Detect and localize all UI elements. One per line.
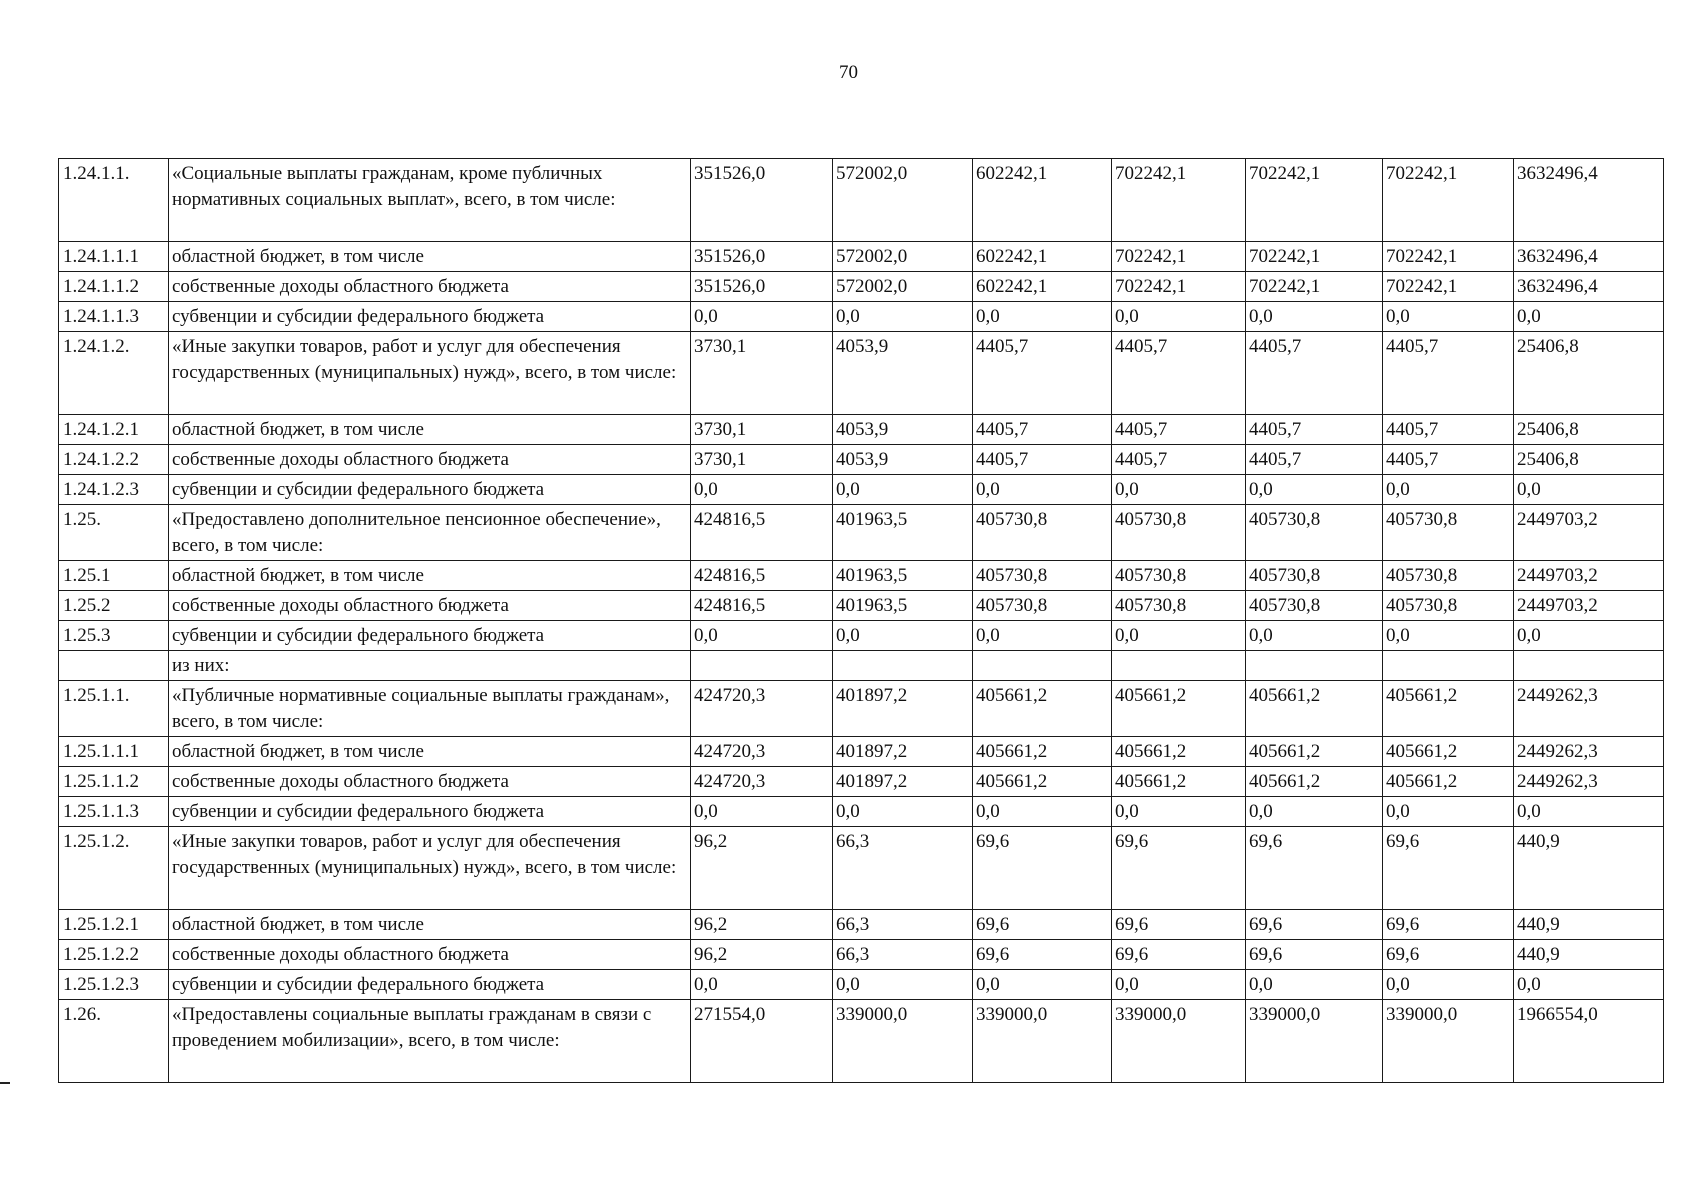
- value-cell: 69,6: [973, 910, 1112, 940]
- value-cell: 2449262,3: [1514, 767, 1664, 797]
- value-cell: 4405,7: [1112, 445, 1246, 475]
- row-name: «Предоставлены социальные выплаты гражданам в связи с проведением мобилизации», всего, в том числе:: [169, 1000, 691, 1083]
- value-cell: 66,3: [833, 827, 973, 910]
- value-cell: 401963,5: [833, 505, 973, 561]
- row-code: 1.25.1.2.1: [59, 910, 169, 940]
- value-cell: 0,0: [691, 302, 833, 332]
- row-code: 1.25.1.2.2: [59, 940, 169, 970]
- value-cell: 69,6: [973, 940, 1112, 970]
- value-cell: 0,0: [973, 475, 1112, 505]
- row-name: «Иные закупки товаров, работ и услуг для обеспечения государственных (муниципальных) нужд», всего, в том числе:: [169, 827, 691, 910]
- value-cell: 405730,8: [1383, 505, 1514, 561]
- row-name: субвенции и субсидии федерального бюджета: [169, 797, 691, 827]
- value-cell: 271554,0: [691, 1000, 833, 1083]
- value-cell: 405661,2: [1383, 767, 1514, 797]
- value-cell: [1112, 651, 1246, 681]
- table-row: [59, 940, 1664, 970]
- value-cell: 25406,8: [1514, 415, 1664, 445]
- value-cell: 339000,0: [1246, 1000, 1383, 1083]
- table-row: [59, 332, 1664, 415]
- value-cell: 4405,7: [1383, 332, 1514, 415]
- value-cell: 0,0: [1383, 621, 1514, 651]
- value-cell: 405661,2: [1383, 681, 1514, 737]
- value-cell: 405730,8: [973, 561, 1112, 591]
- value-cell: 0,0: [833, 621, 973, 651]
- value-cell: 440,9: [1514, 827, 1664, 910]
- value-cell: 405661,2: [973, 767, 1112, 797]
- value-cell: 0,0: [973, 970, 1112, 1000]
- value-cell: 0,0: [1514, 797, 1664, 827]
- row-name: субвенции и субсидии федерального бюджета: [169, 475, 691, 505]
- value-cell: 4053,9: [833, 415, 973, 445]
- value-cell: 405730,8: [1246, 505, 1383, 561]
- value-cell: 440,9: [1514, 910, 1664, 940]
- row-name: собственные доходы областного бюджета: [169, 767, 691, 797]
- table-row: [59, 970, 1664, 1000]
- value-cell: 0,0: [691, 970, 833, 1000]
- value-cell: 0,0: [1383, 302, 1514, 332]
- value-cell: 405730,8: [1246, 591, 1383, 621]
- value-cell: 0,0: [833, 475, 973, 505]
- value-cell: 69,6: [973, 827, 1112, 910]
- budget-table: [58, 158, 1664, 1083]
- value-cell: 4405,7: [1246, 332, 1383, 415]
- value-cell: 25406,8: [1514, 332, 1664, 415]
- value-cell: 69,6: [1112, 910, 1246, 940]
- row-code: 1.24.1.2.2: [59, 445, 169, 475]
- row-code: 1.24.1.2.1: [59, 415, 169, 445]
- value-cell: 401897,2: [833, 737, 973, 767]
- table-row: [59, 621, 1664, 651]
- row-name: областной бюджет, в том числе: [169, 415, 691, 445]
- value-cell: 2449703,2: [1514, 561, 1664, 591]
- row-code: 1.25.2: [59, 591, 169, 621]
- value-cell: 401897,2: [833, 767, 973, 797]
- value-cell: 0,0: [1514, 475, 1664, 505]
- value-cell: 424816,5: [691, 591, 833, 621]
- value-cell: 405730,8: [1383, 591, 1514, 621]
- value-cell: 2449262,3: [1514, 681, 1664, 737]
- row-code: 1.25.3: [59, 621, 169, 651]
- table-row: [59, 475, 1664, 505]
- row-code: 1.25.1.2.3: [59, 970, 169, 1000]
- value-cell: 0,0: [1383, 797, 1514, 827]
- row-code: 1.25.1.1.3: [59, 797, 169, 827]
- value-cell: 0,0: [833, 302, 973, 332]
- value-cell: 424720,3: [691, 681, 833, 737]
- value-cell: 405661,2: [1112, 737, 1246, 767]
- value-cell: 3730,1: [691, 415, 833, 445]
- value-cell: 0,0: [691, 797, 833, 827]
- value-cell: 351526,0: [691, 272, 833, 302]
- value-cell: 69,6: [1383, 910, 1514, 940]
- row-code: 1.25.1.2.: [59, 827, 169, 910]
- table-row: [59, 737, 1664, 767]
- row-name: субвенции и субсидии федерального бюджета: [169, 302, 691, 332]
- value-cell: 69,6: [1246, 940, 1383, 970]
- value-cell: [833, 651, 973, 681]
- value-cell: 405661,2: [1112, 681, 1246, 737]
- row-code: 1.24.1.1.1: [59, 242, 169, 272]
- value-cell: 339000,0: [1112, 1000, 1246, 1083]
- value-cell: 3730,1: [691, 332, 833, 415]
- value-cell: 4405,7: [1246, 415, 1383, 445]
- value-cell: 3730,1: [691, 445, 833, 475]
- value-cell: 339000,0: [833, 1000, 973, 1083]
- row-name: областной бюджет, в том числе: [169, 242, 691, 272]
- value-cell: 0,0: [973, 797, 1112, 827]
- value-cell: 0,0: [1112, 621, 1246, 651]
- value-cell: [973, 651, 1112, 681]
- value-cell: 96,2: [691, 910, 833, 940]
- table-row: [59, 591, 1664, 621]
- table-row: [59, 681, 1664, 737]
- row-name: областной бюджет, в том числе: [169, 561, 691, 591]
- value-cell: 3632496,4: [1514, 242, 1664, 272]
- row-code: 1.25.1: [59, 561, 169, 591]
- value-cell: 1966554,0: [1514, 1000, 1664, 1083]
- value-cell: 0,0: [1246, 970, 1383, 1000]
- row-name: субвенции и субсидии федерального бюджета: [169, 970, 691, 1000]
- value-cell: 405730,8: [973, 505, 1112, 561]
- value-cell: 69,6: [1246, 910, 1383, 940]
- value-cell: 702242,1: [1246, 159, 1383, 242]
- value-cell: 405661,2: [973, 681, 1112, 737]
- row-code: 1.24.1.1.2: [59, 272, 169, 302]
- value-cell: 4405,7: [1383, 415, 1514, 445]
- value-cell: 69,6: [1112, 940, 1246, 970]
- row-name: собственные доходы областного бюджета: [169, 940, 691, 970]
- margin-mark: [0, 1082, 10, 1084]
- row-name: «Иные закупки товаров, работ и услуг для обеспечения государственных (муниципальных) нужд», всего, в том числе:: [169, 332, 691, 415]
- row-name: областной бюджет, в том числе: [169, 910, 691, 940]
- value-cell: 405661,2: [1246, 681, 1383, 737]
- value-cell: 401897,2: [833, 681, 973, 737]
- value-cell: 4405,7: [1383, 445, 1514, 475]
- row-name: «Предоставлено дополнительное пенсионное обеспечение», всего, в том числе:: [169, 505, 691, 561]
- value-cell: 69,6: [1383, 827, 1514, 910]
- value-cell: 424720,3: [691, 737, 833, 767]
- value-cell: 702242,1: [1246, 242, 1383, 272]
- value-cell: 572002,0: [833, 159, 973, 242]
- table-row: [59, 302, 1664, 332]
- value-cell: 0,0: [973, 621, 1112, 651]
- value-cell: 66,3: [833, 940, 973, 970]
- value-cell: 0,0: [1112, 797, 1246, 827]
- value-cell: 405661,2: [1246, 737, 1383, 767]
- value-cell: 0,0: [1246, 475, 1383, 505]
- row-code: 1.25.1.1.1: [59, 737, 169, 767]
- row-name: собственные доходы областного бюджета: [169, 445, 691, 475]
- value-cell: 25406,8: [1514, 445, 1664, 475]
- value-cell: 405730,8: [1383, 561, 1514, 591]
- value-cell: 339000,0: [1383, 1000, 1514, 1083]
- table-row: [59, 910, 1664, 940]
- value-cell: 405661,2: [1246, 767, 1383, 797]
- value-cell: 0,0: [1246, 621, 1383, 651]
- page-number: 70: [839, 62, 858, 83]
- value-cell: 0,0: [1246, 302, 1383, 332]
- row-name: «Публичные нормативные социальные выплаты гражданам», всего, в том числе:: [169, 681, 691, 737]
- table-row: [59, 767, 1664, 797]
- value-cell: 702242,1: [1383, 272, 1514, 302]
- value-cell: 96,2: [691, 827, 833, 910]
- value-cell: 602242,1: [973, 159, 1112, 242]
- value-cell: 0,0: [1514, 621, 1664, 651]
- value-cell: 602242,1: [973, 242, 1112, 272]
- table-body: [59, 159, 1664, 1083]
- value-cell: 351526,0: [691, 159, 833, 242]
- table-row: [59, 651, 1664, 681]
- value-cell: 4405,7: [1112, 332, 1246, 415]
- value-cell: 702242,1: [1112, 159, 1246, 242]
- value-cell: 424816,5: [691, 505, 833, 561]
- value-cell: 0,0: [833, 797, 973, 827]
- value-cell: 702242,1: [1112, 242, 1246, 272]
- row-code: 1.24.1.1.: [59, 159, 169, 242]
- value-cell: 0,0: [1514, 302, 1664, 332]
- table-row: [59, 272, 1664, 302]
- value-cell: 0,0: [691, 621, 833, 651]
- value-cell: 4053,9: [833, 332, 973, 415]
- value-cell: 0,0: [973, 302, 1112, 332]
- value-cell: [691, 651, 833, 681]
- table-row: [59, 797, 1664, 827]
- value-cell: 2449703,2: [1514, 505, 1664, 561]
- table-row: [59, 505, 1664, 561]
- value-cell: 4405,7: [1246, 445, 1383, 475]
- value-cell: 0,0: [1383, 970, 1514, 1000]
- value-cell: 69,6: [1246, 827, 1383, 910]
- value-cell: 702242,1: [1112, 272, 1246, 302]
- value-cell: 0,0: [1112, 302, 1246, 332]
- value-cell: 3632496,4: [1514, 159, 1664, 242]
- value-cell: 66,3: [833, 910, 973, 940]
- table-row: [59, 445, 1664, 475]
- value-cell: [1246, 651, 1383, 681]
- value-cell: 96,2: [691, 940, 833, 970]
- value-cell: 69,6: [1383, 940, 1514, 970]
- value-cell: 405730,8: [973, 591, 1112, 621]
- value-cell: [1383, 651, 1514, 681]
- value-cell: 69,6: [1112, 827, 1246, 910]
- table-row: [59, 827, 1664, 910]
- value-cell: 3632496,4: [1514, 272, 1664, 302]
- value-cell: 0,0: [833, 970, 973, 1000]
- value-cell: 405661,2: [1112, 767, 1246, 797]
- value-cell: 405730,8: [1246, 561, 1383, 591]
- value-cell: 401963,5: [833, 561, 973, 591]
- row-code: 1.24.1.2.3: [59, 475, 169, 505]
- value-cell: 424816,5: [691, 561, 833, 591]
- value-cell: 405730,8: [1112, 561, 1246, 591]
- value-cell: 401963,5: [833, 591, 973, 621]
- value-cell: 0,0: [1112, 475, 1246, 505]
- value-cell: 405661,2: [1383, 737, 1514, 767]
- value-cell: [1514, 651, 1664, 681]
- table-row: [59, 415, 1664, 445]
- value-cell: 4405,7: [973, 445, 1112, 475]
- value-cell: 0,0: [1112, 970, 1246, 1000]
- row-name: из них:: [169, 651, 691, 681]
- value-cell: 4053,9: [833, 445, 973, 475]
- row-code: 1.25.: [59, 505, 169, 561]
- row-name: собственные доходы областного бюджета: [169, 591, 691, 621]
- row-name: «Социальные выплаты гражданам, кроме публичных нормативных социальных выплат», всего, в том числе:: [169, 159, 691, 242]
- table-row: [59, 561, 1664, 591]
- value-cell: 572002,0: [833, 242, 973, 272]
- table-row: [59, 159, 1664, 242]
- row-name: собственные доходы областного бюджета: [169, 272, 691, 302]
- value-cell: 405730,8: [1112, 591, 1246, 621]
- value-cell: 0,0: [691, 475, 833, 505]
- value-cell: 339000,0: [973, 1000, 1112, 1083]
- value-cell: 4405,7: [1112, 415, 1246, 445]
- value-cell: 2449703,2: [1514, 591, 1664, 621]
- value-cell: 0,0: [1514, 970, 1664, 1000]
- row-code: 1.26.: [59, 1000, 169, 1083]
- value-cell: 405730,8: [1112, 505, 1246, 561]
- value-cell: 0,0: [1383, 475, 1514, 505]
- value-cell: 702242,1: [1383, 242, 1514, 272]
- row-code: 1.25.1.1.: [59, 681, 169, 737]
- row-code: 1.24.1.2.: [59, 332, 169, 415]
- value-cell: 351526,0: [691, 242, 833, 272]
- value-cell: 405661,2: [973, 737, 1112, 767]
- value-cell: 424720,3: [691, 767, 833, 797]
- value-cell: 602242,1: [973, 272, 1112, 302]
- row-name: субвенции и субсидии федерального бюджета: [169, 621, 691, 651]
- row-name: областной бюджет, в том числе: [169, 737, 691, 767]
- row-code: 1.24.1.1.3: [59, 302, 169, 332]
- value-cell: 2449262,3: [1514, 737, 1664, 767]
- value-cell: 702242,1: [1246, 272, 1383, 302]
- value-cell: 0,0: [1246, 797, 1383, 827]
- value-cell: 572002,0: [833, 272, 973, 302]
- value-cell: 440,9: [1514, 940, 1664, 970]
- table-row: [59, 1000, 1664, 1083]
- table-row: [59, 242, 1664, 272]
- value-cell: 702242,1: [1383, 159, 1514, 242]
- row-code: [59, 651, 169, 681]
- row-code: 1.25.1.1.2: [59, 767, 169, 797]
- value-cell: 4405,7: [973, 332, 1112, 415]
- value-cell: 4405,7: [973, 415, 1112, 445]
